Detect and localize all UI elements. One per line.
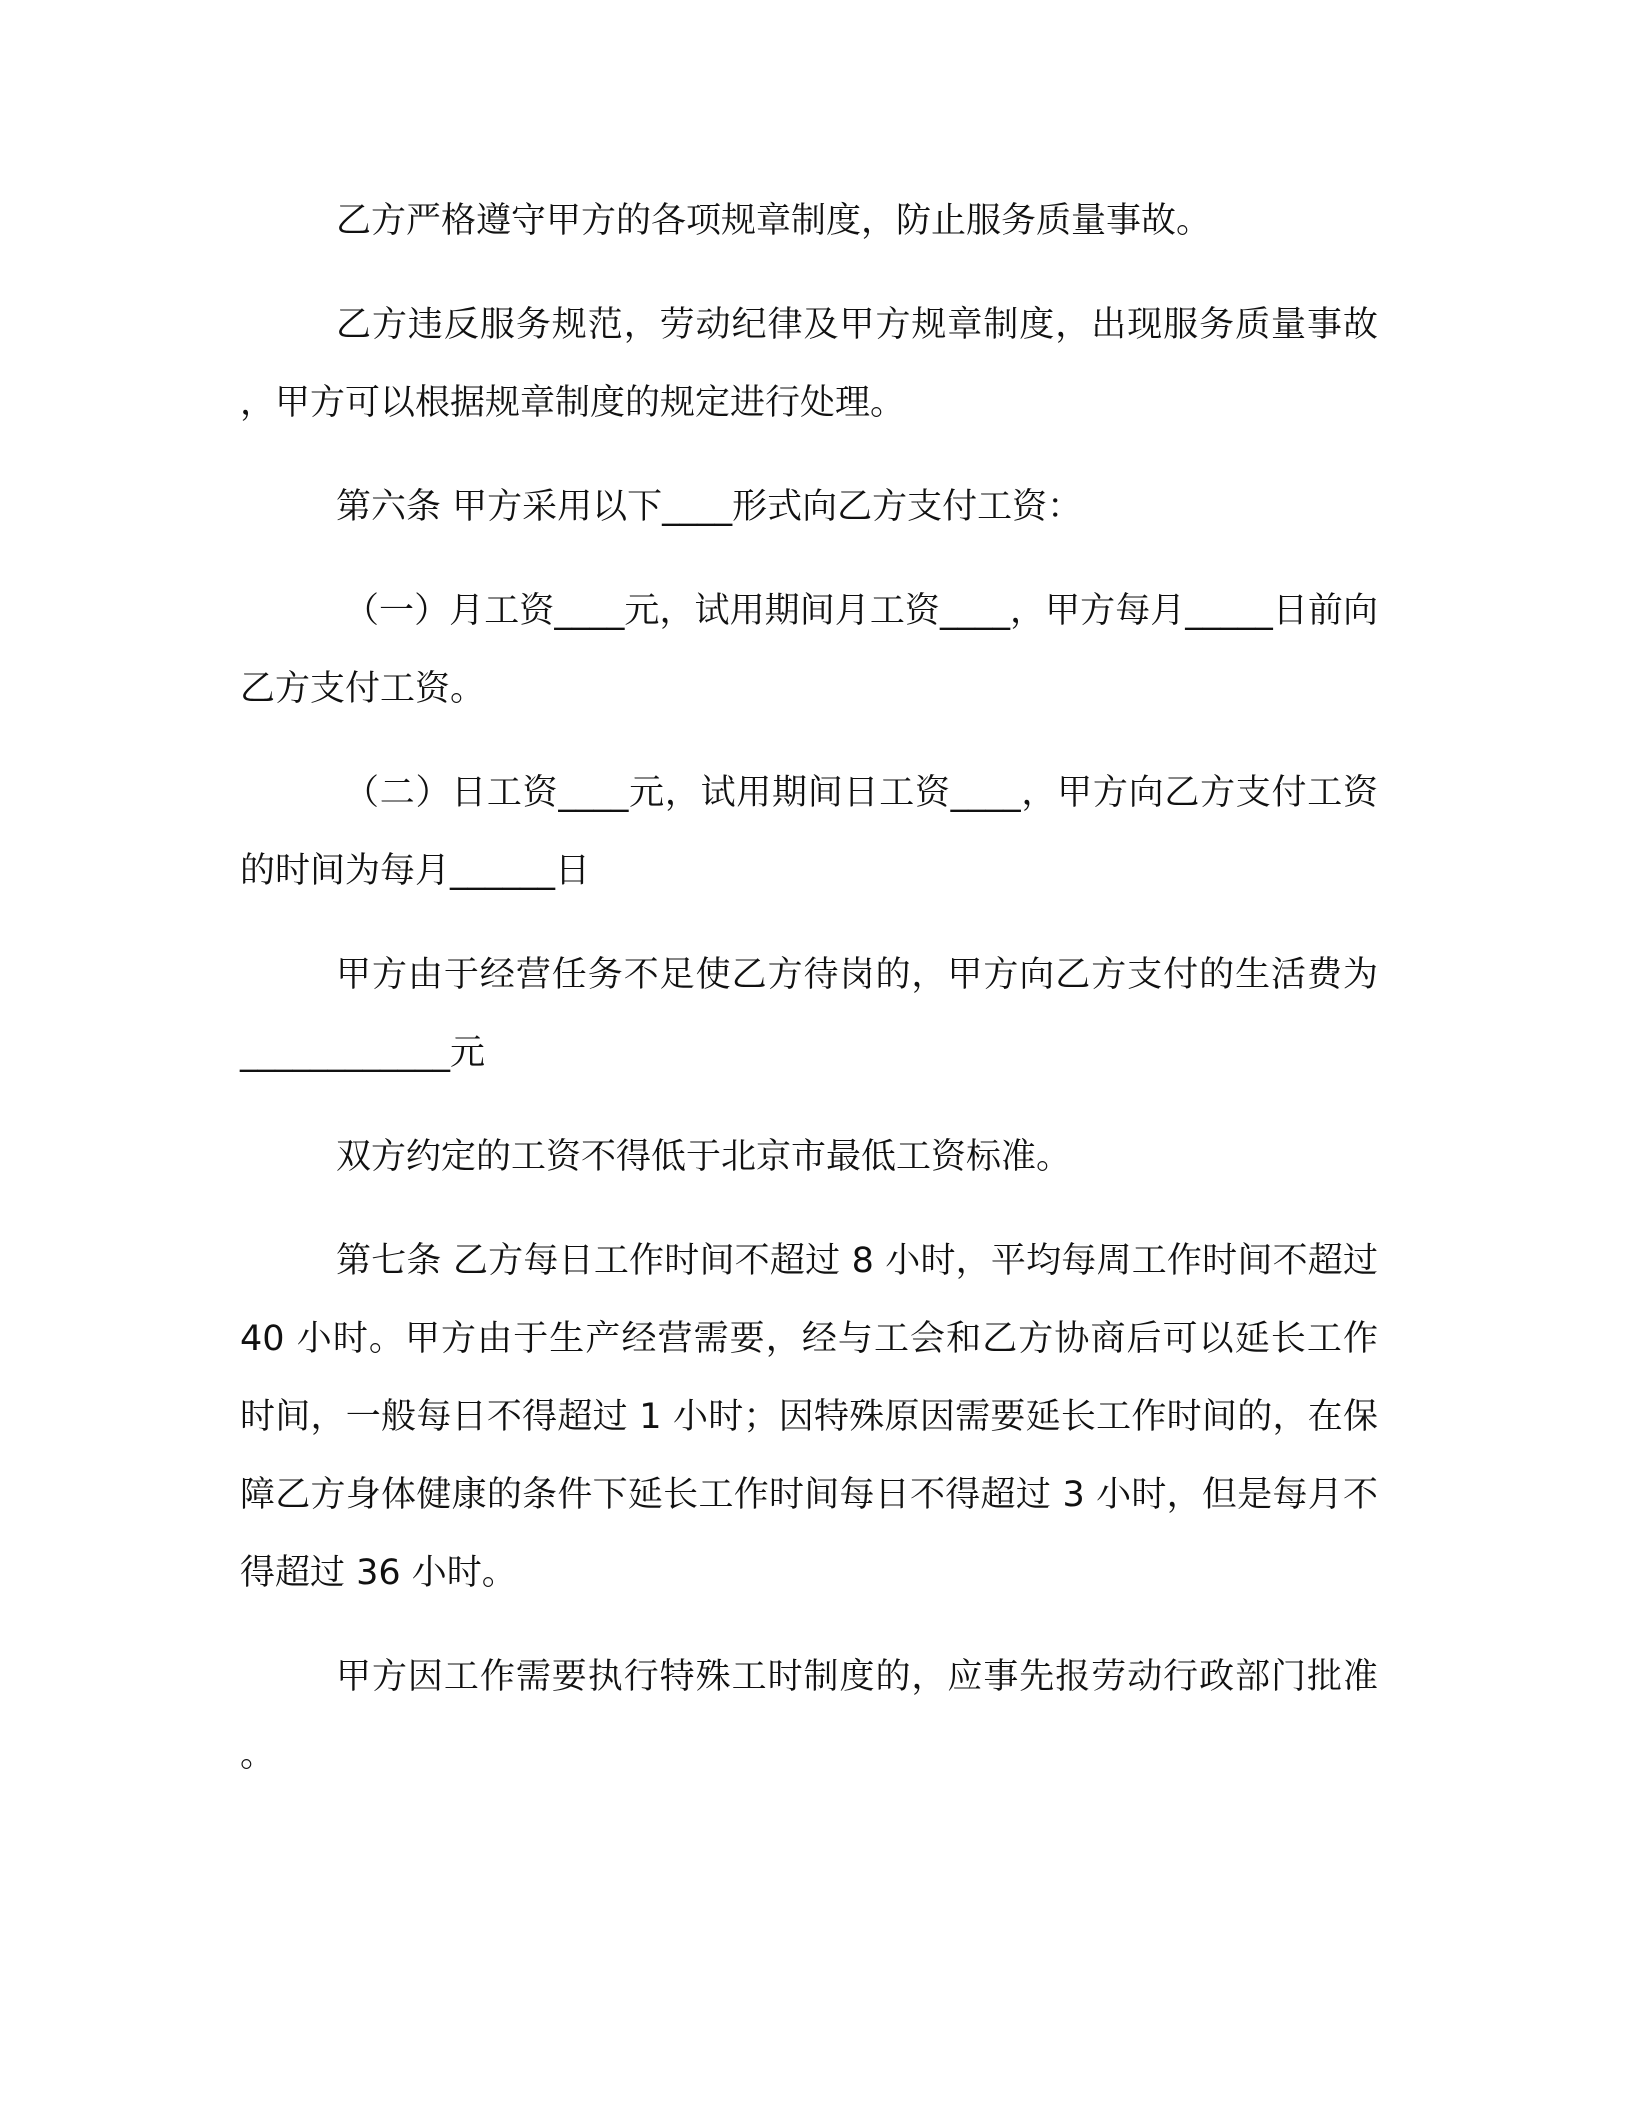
paragraph-regulations: 乙方严格遵守甲方的各项规章制度，防止服务质量事故。 [336,201,1212,241]
paragraph-violation-handling: 乙方违反服务规范，劳动纪律及甲方规章制度，出现服务质量事故，甲方可以根据规章制度的规定进行处理。 [240,305,1378,423]
paragraph-article-6: 第六条 甲方采用以下____形式向乙方支付工资： [336,487,1083,527]
document-body [240,182,1378,1820]
paragraph-special-hours: 甲方因工作需要执行特殊工时制度的，应事先报劳动行政部门批准。 [240,1657,1378,1775]
paragraph-standby-allowance: 甲方由于经营任务不足使乙方待岗的，甲方向乙方支付的生活费为 ____________元 [240,955,1378,1073]
paragraph-monthly-wage: （一）月工资____元，试用期间月工资____，甲方每月_____日前向乙方支付工资。 [240,591,1378,709]
paragraph-minimum-wage: 双方约定的工资不得低于北京市最低工资标准。 [336,1137,1072,1177]
paragraph-article-7: 第七条 乙方每日工作时间不超过 8 小时，平均每周工作时间不超过 40 小时。甲方由于生产经营需要，经与工会和乙方协商后可以延长工作时间，一般每日不得超过 1 小时；因特殊原因需要延长工作时间的，在保障乙方身体健康的条件下延长工作时间每日不得超过 3 小时，但是每月不得超过 36 小时。 [240,1241,1378,1593]
paragraph-daily-wage: （二）日工资____元，试用期间日工资____，甲方向乙方支付工资的时间为每月______日 [240,773,1378,891]
